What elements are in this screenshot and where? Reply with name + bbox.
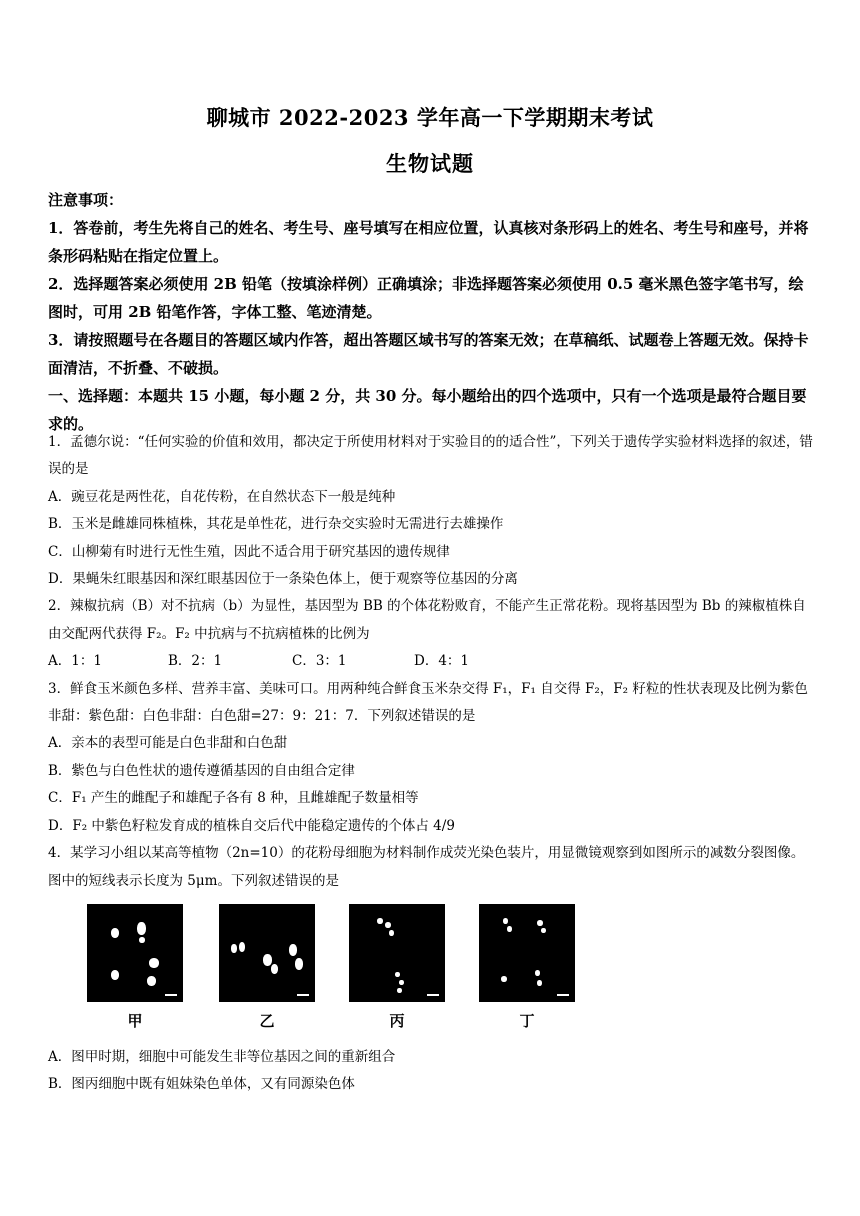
- question-3-option-a: A．亲本的表型可能是白色非甜和白色甜: [48, 735, 288, 752]
- instructions: [48, 186, 816, 438]
- chromosome: [137, 922, 146, 935]
- chromosome: [395, 972, 400, 977]
- exam-title: 聊城市 2022-2023 学年高一下学期期末考试: [206, 105, 654, 130]
- chromosome: [389, 930, 394, 936]
- figure-label: 丁: [519, 1012, 535, 1030]
- instruction-item: 2．选择题答案必须使用 2B 铅笔（按填涂样例）正确填涂；非选择题答案必须使用 0.5 毫米黑色签字笔书写，绘图时，可用 2B 铅笔作答，字体工整、笔迹清楚。: [48, 275, 804, 321]
- instruction-item: 1．答卷前，考生先将自己的姓名、考生号、座号填写在相应位置，认真核对条形码上的姓名、考生号和座号，并将条形码粘贴在指定位置上。: [48, 219, 809, 265]
- question-4-option-a: A．图甲时期，细胞中可能发生非等位基因之间的重新组合: [48, 1049, 396, 1065]
- micrograph-bing: [349, 904, 445, 1002]
- scale-bar: [557, 994, 569, 996]
- question-3-stem: 3．鲜食玉米颜色多样、营养丰富、美味可口。用两种纯合鲜食玉米杂交得 F₁，F₁ 自交得 F₂，F₂ 籽粒的性状表现及比例为紫色非甜：紫色甜：白色非甜：白色甜=27：9：21：7．下列叙述错误的是: [48, 680, 808, 725]
- chromosome: [263, 954, 272, 966]
- question-4-stem: 4．某学习小组以某高等植物（2n=10）的花粉母细胞为材料制作成荧光染色装片，用显微镜观察到如图所示的减数分裂图像。图中的短线表示长度为 5μm。下列叙述错误的是: [48, 845, 805, 889]
- question-1-stem: 1．孟德尔说：“任何实验的价值和效用，都决定于所使用材料对于实验目的的适合性”，下列关于遗传学实验材料选择的叙述，错误的是: [48, 434, 813, 478]
- question-1-option-a: A．豌豆花是两性花，自花传粉，在自然状态下一般是纯种: [48, 488, 396, 505]
- micrograph-jia: [87, 904, 183, 1002]
- chromosome: [111, 928, 119, 938]
- chromosome: [397, 988, 402, 993]
- question-1-option-c: C．山柳菊有时进行无性生殖，因此不适合用于研究基因的遗传规律: [48, 543, 450, 560]
- chromosome: [239, 942, 245, 952]
- chromosome: [541, 928, 546, 933]
- instruction-item: 3．请按照题号在各题目的答题区域内作答，超出答题区域书写的答案无效；在草稿纸、试题卷上答题无效。保持卡面清洁，不折叠、不破损。: [48, 331, 809, 377]
- chromosome: [231, 944, 237, 953]
- chromosome: [289, 944, 297, 956]
- section-heading: 一、选择题：本题共 15 小题，每小题 2 分，共 30 分。每小题给出的四个选项中，只有一个选项是最符合题目要求的。: [48, 387, 807, 433]
- question-3-option-c: C．F₁ 产生的雌配子和雄配子各有 8 种，且雌雄配子数量相等: [48, 790, 419, 807]
- question-2-options: [48, 648, 816, 675]
- chromosome: [111, 970, 119, 980]
- micrograph-ding: [479, 904, 575, 1002]
- chromosome: [501, 976, 507, 982]
- exam-subtitle: 生物试题: [386, 151, 474, 176]
- chromosome: [399, 980, 404, 985]
- questions-block: [48, 429, 816, 895]
- question-1-option-d: D．果蝇朱红眼基因和深红眼基因位于一条染色体上，便于观察等位基因的分离: [48, 571, 518, 588]
- scale-bar: [427, 994, 439, 996]
- question-2-option-c: C．3：1: [292, 653, 347, 670]
- question-2-stem: 2．辣椒抗病（B）对不抗病（b）为显性，基因型为 BB 的个体花粉败育，不能产生正常花粉。现将基因型为 Bb 的辣椒植株自由交配两代获得 F₂。F₂ 中抗病与不抗病植株的比例为: [48, 598, 806, 642]
- meiosis-figure: [0, 904, 860, 1034]
- question-3-option-b: B．紫色与白色性状的遗传遵循基因的自由组合定律: [48, 762, 355, 779]
- figure-label: 丙: [389, 1012, 405, 1030]
- chromosome: [535, 970, 540, 976]
- scale-bar: [165, 994, 177, 996]
- chromosome: [537, 920, 543, 926]
- figure-label: 甲: [127, 1012, 143, 1030]
- chromosome: [385, 922, 391, 928]
- instructions-heading: 注意事项：: [48, 191, 124, 209]
- chromosome: [507, 926, 512, 932]
- chromosome: [139, 937, 145, 943]
- chromosome: [147, 976, 156, 986]
- figure-label: 乙: [259, 1012, 275, 1030]
- question-2-option-b: B．2：1: [168, 653, 223, 670]
- question-4-option-b: B．图丙细胞中既有姐妹染色单体，又有同源染色体: [48, 1076, 355, 1093]
- chromosome: [503, 918, 508, 924]
- questions-block-continued: [48, 1044, 816, 1099]
- chromosome: [271, 964, 278, 974]
- chromosome: [295, 958, 303, 970]
- question-2-option-a: A．1：1: [48, 653, 102, 670]
- chromosome: [537, 980, 542, 986]
- chromosome: [377, 918, 383, 924]
- scale-bar: [297, 994, 309, 996]
- micrograph-yi: [219, 904, 315, 1002]
- chromosome: [149, 958, 159, 968]
- question-1-option-b: B．玉米是雌雄同株植株，其花是单性花，进行杂交实验时无需进行去雄操作: [48, 516, 504, 533]
- question-2-option-d: D．4：1: [414, 653, 470, 670]
- question-3-option-d: D．F₂ 中紫色籽粒发育成的植株自交后代中能稳定遗传的个体占 4/9: [48, 817, 455, 834]
